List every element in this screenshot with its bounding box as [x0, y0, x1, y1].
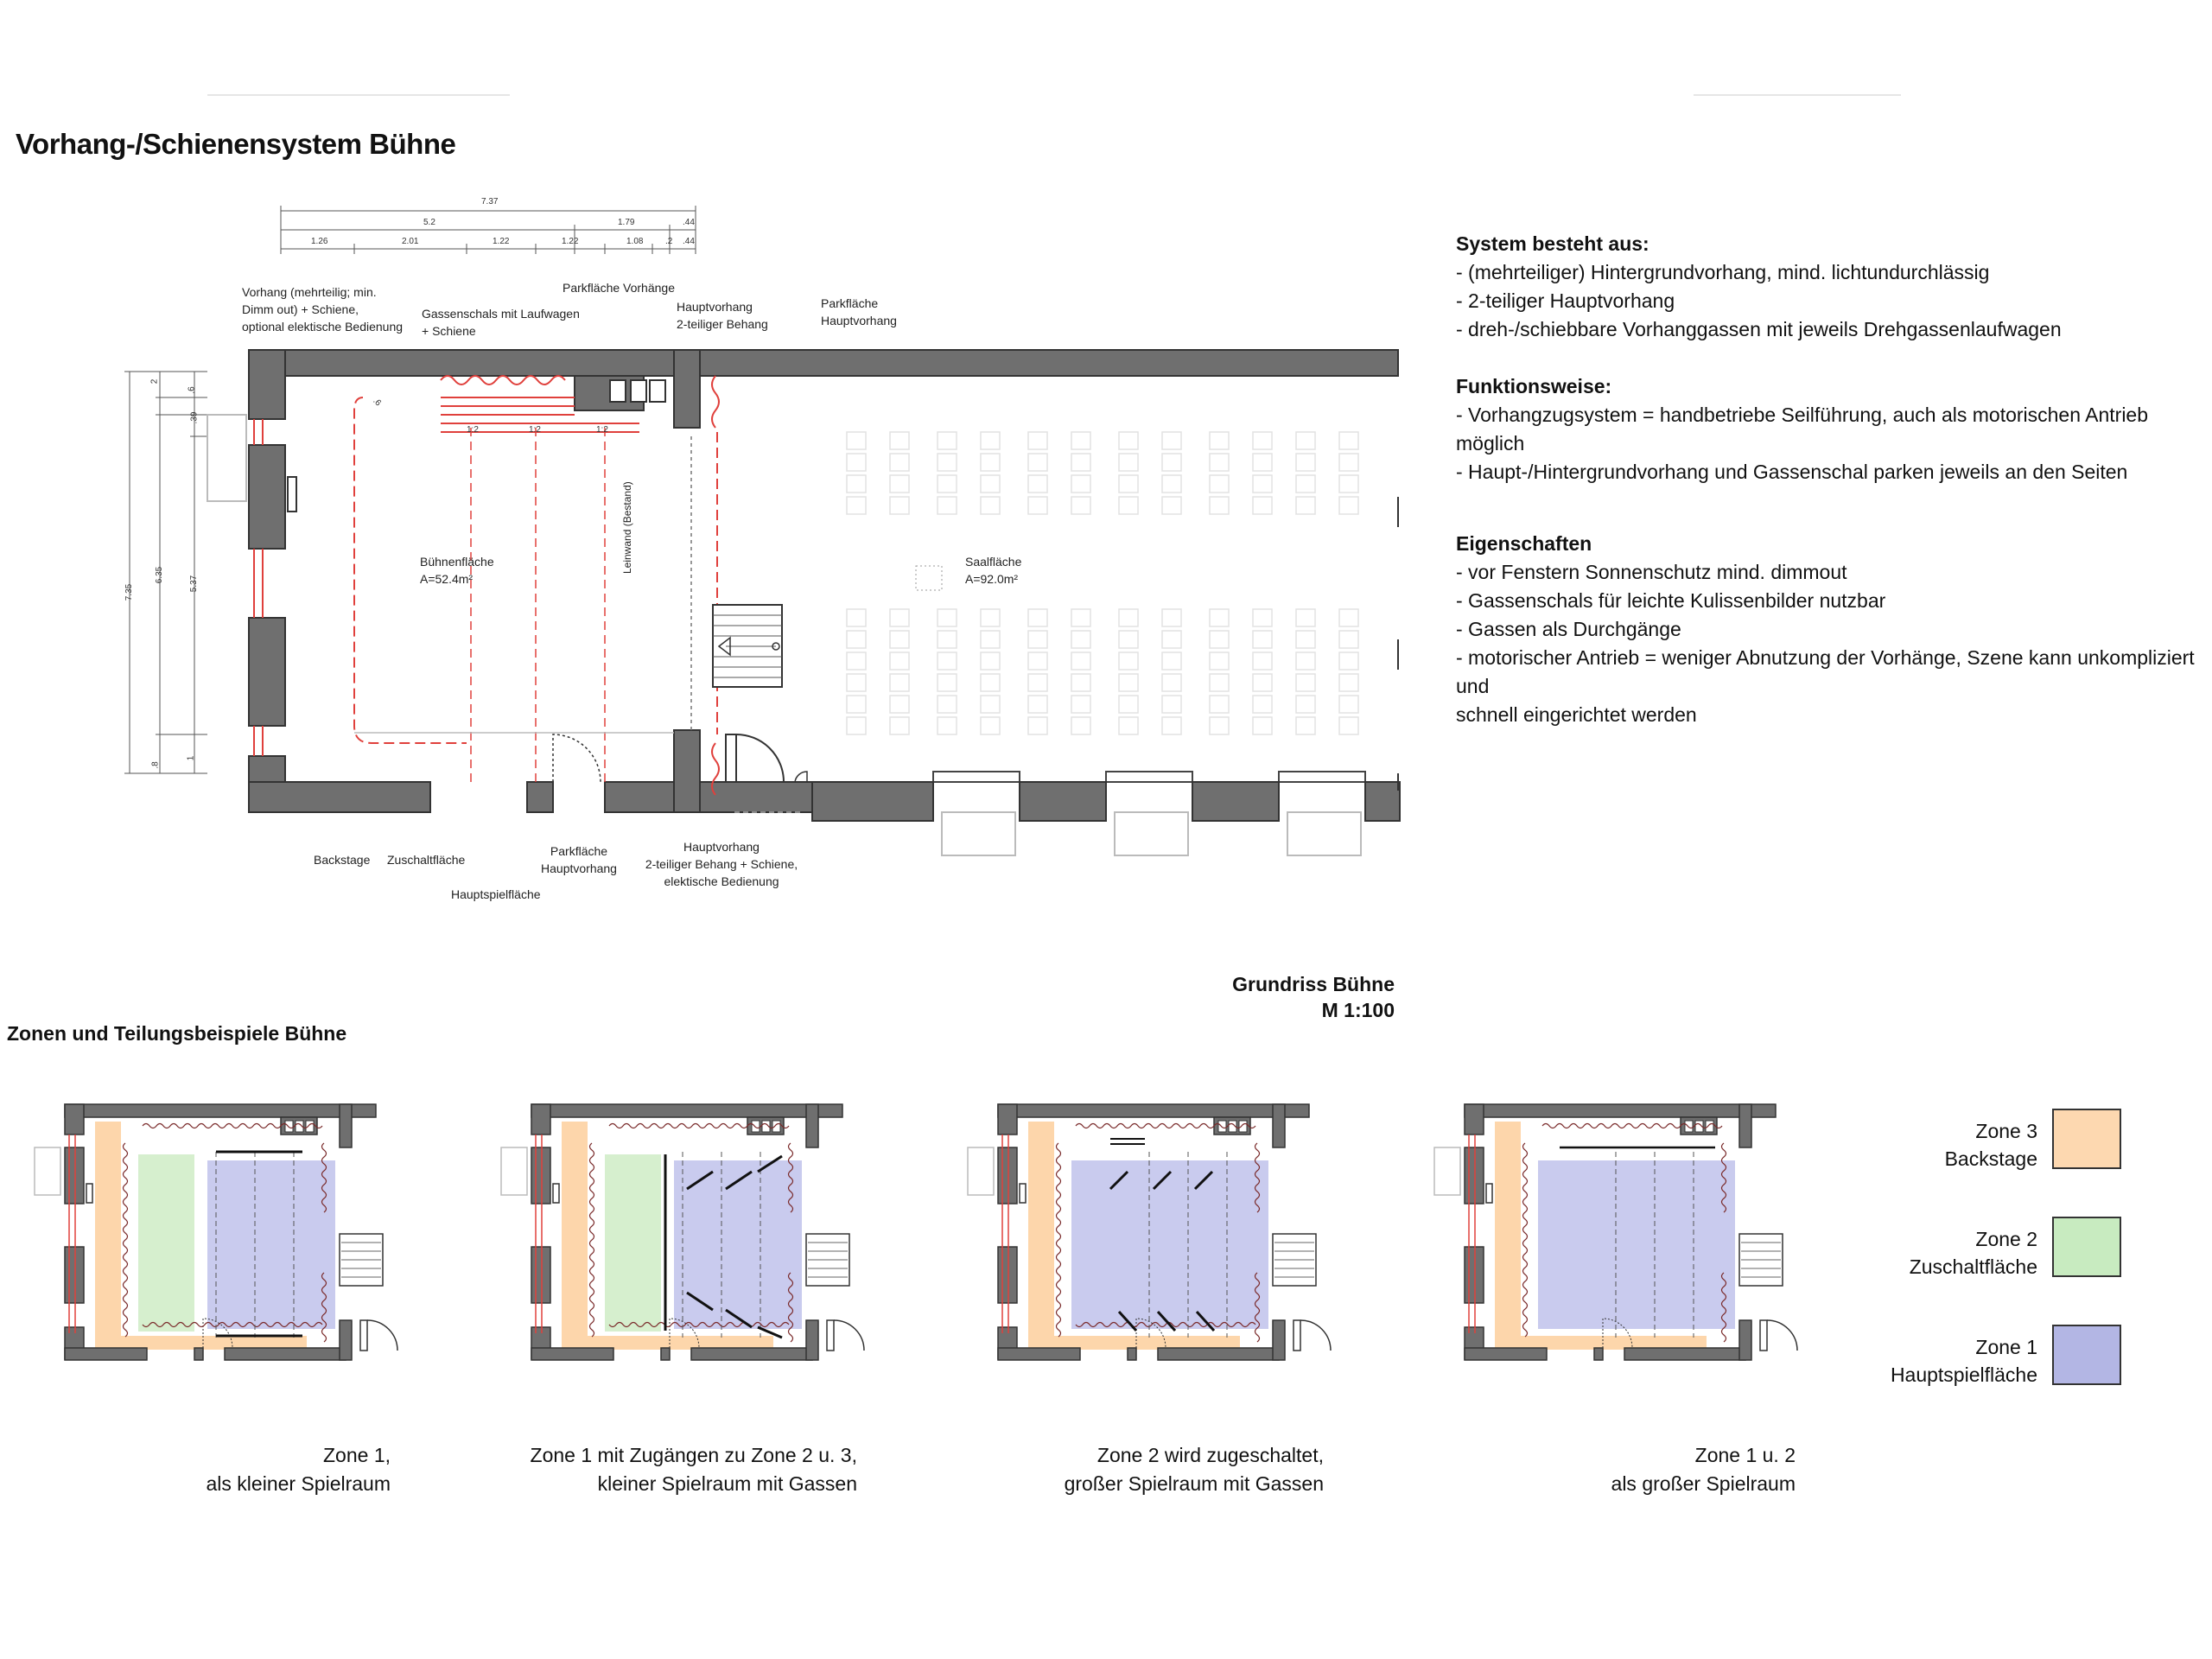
section-heading-funktion: Funktionsweise:: [1456, 375, 1612, 397]
label-parkflaeche-haupt-bottom: [536, 842, 622, 877]
seat: [1296, 674, 1315, 691]
caption-line: großer Spielraum mit Gassen: [1064, 1472, 1324, 1495]
seat: [847, 652, 866, 670]
seat: [981, 696, 1000, 713]
desc-line: - vor Fenstern Sonnenschutz mind. dimmout: [1456, 561, 1847, 583]
seat: [938, 696, 957, 713]
seat: [1119, 454, 1138, 471]
seat: [981, 432, 1000, 449]
seat: [1071, 631, 1090, 648]
seat: [1296, 432, 1315, 449]
seat: [981, 475, 1000, 493]
label-hauptvorhang-top: [677, 298, 768, 333]
seat: [890, 631, 909, 648]
label-line: Saalfläche: [965, 555, 1022, 569]
seat: [1339, 652, 1358, 670]
seat: [847, 497, 866, 514]
seat: [1296, 609, 1315, 626]
caption-line: Zone 1 u. 2: [1694, 1444, 1796, 1466]
seat: [1339, 696, 1358, 713]
seat: [1339, 497, 1358, 514]
seat: [847, 631, 866, 648]
seat: [1028, 475, 1047, 493]
seat: [938, 609, 957, 626]
dim-left-6: .8: [150, 761, 161, 769]
dim-r2-1: 1.79: [618, 218, 635, 227]
label-line: Vorhang (mehrteilig; min.: [242, 285, 377, 299]
caption-line: Zone 1,: [323, 1444, 391, 1466]
seat: [1028, 454, 1047, 471]
seat: [1210, 631, 1229, 648]
seat: [1210, 717, 1229, 734]
dim-r3-4: 1.08: [626, 237, 644, 246]
caption-line: Zone 2 wird zugeschaltet,: [1096, 1444, 1324, 1466]
floorplan-scale: M 1:100: [1321, 999, 1395, 1021]
label-saalflaeche: [965, 553, 1021, 588]
seat: [1028, 652, 1047, 670]
seat: [1119, 475, 1138, 493]
legend-name: Zone 3: [1975, 1120, 2037, 1142]
dim-r3-2: 1.22: [493, 237, 510, 246]
seat: [1296, 652, 1315, 670]
seat: [1253, 497, 1272, 514]
seat: [890, 497, 909, 514]
seat: [1253, 454, 1272, 471]
seat: [1339, 454, 1358, 471]
dim-r3-0: 1.26: [311, 237, 328, 246]
desc-line: - 2-teiliger Hauptvorhang: [1456, 289, 1675, 312]
seat: [890, 454, 909, 471]
label-line: A=92.0m²: [965, 572, 1019, 586]
seat: [1119, 432, 1138, 449]
seat: [938, 454, 957, 471]
zone-example-3: [963, 1096, 1326, 1372]
seat: [1119, 717, 1138, 734]
dim-r3-1: 2.01: [402, 237, 419, 246]
label-line: Bühnenfläche: [420, 555, 494, 569]
seat: [1210, 674, 1229, 691]
seat: [1028, 674, 1047, 691]
dim-left-3: 2: [149, 378, 160, 385]
dim-left-1: 6.35: [155, 566, 165, 584]
seat: [1028, 497, 1047, 514]
legend-name: Zone 2: [1975, 1228, 2037, 1250]
section-heading-system: System besteht aus:: [1456, 232, 1649, 255]
dim-r2-0: 5.2: [423, 218, 435, 227]
desc-line: - Gassen als Durchgänge: [1456, 618, 1681, 640]
example-caption-2: [425, 1441, 857, 1498]
seat: [1339, 717, 1358, 734]
seat: [938, 652, 957, 670]
dim-r3-6: .44: [683, 237, 695, 246]
seat: [1253, 432, 1272, 449]
seat: [1339, 631, 1358, 648]
seat: [1296, 717, 1315, 734]
label-line: Parkfläche: [550, 844, 608, 858]
seat: [890, 652, 909, 670]
zone-example-1: [30, 1096, 393, 1372]
seat: [1253, 674, 1272, 691]
dim-left-7: 1: [186, 755, 196, 761]
seat: [1119, 696, 1138, 713]
seat: [1119, 609, 1138, 626]
label-zuschaltflaeche: Zuschaltfläche: [387, 853, 466, 867]
example-caption-3: [892, 1441, 1324, 1498]
seat: [1296, 454, 1315, 471]
seat: [1028, 432, 1047, 449]
label-buehnenflaeche: [420, 553, 494, 588]
seat: [938, 475, 957, 493]
example-caption-4: [1363, 1441, 1796, 1498]
seat: [1071, 717, 1090, 734]
label-line: Gassenschals mit Laufwagen: [422, 307, 580, 321]
seat: [938, 432, 957, 449]
seat: [1028, 696, 1047, 713]
caption-line: als kleiner Spielraum: [206, 1472, 391, 1495]
seat: [1296, 696, 1315, 713]
seat: [1071, 609, 1090, 626]
desc-line: - (mehrteiliger) Hintergrundvorhang, mind. lichtundurchlässig: [1456, 261, 1990, 283]
seat: [1339, 475, 1358, 493]
seat: [1339, 432, 1358, 449]
label-line: 2-teiliger Behang: [677, 317, 768, 331]
seat: [847, 696, 866, 713]
seat: [1210, 497, 1229, 514]
seat: [1210, 696, 1229, 713]
seat: [938, 674, 957, 691]
label-line: Hauptvorhang: [821, 314, 897, 327]
seat: [1071, 475, 1090, 493]
seat: [1162, 497, 1181, 514]
desc-line: - dreh-/schiebbare Vorhanggassen mit jeweils Drehgassenlaufwagen: [1456, 318, 2062, 340]
seat: [847, 717, 866, 734]
dim-r3-3: 1.22: [562, 237, 579, 246]
floorplan-title: [1123, 971, 1395, 1023]
seat: [1296, 497, 1315, 514]
label-line: Hauptvorhang: [541, 861, 617, 875]
legend-swatch-zone-3: [2052, 1109, 2121, 1169]
label-line: Dimm out) + Schiene,: [242, 302, 359, 316]
seat: [1339, 609, 1358, 626]
label-vorhang: [242, 283, 403, 335]
label-hauptspielflaeche: Hauptspielfläche: [451, 887, 541, 901]
label-line: 2-teiliger Behang + Schiene,: [645, 857, 798, 871]
dim-rail-1: 1:2: [529, 425, 541, 435]
seat: [1253, 717, 1272, 734]
caption-line: kleiner Spielraum mit Gassen: [597, 1472, 857, 1495]
label-gassenschals: [422, 305, 580, 340]
seat: [1162, 674, 1181, 691]
legend-name: Zone 1: [1975, 1336, 2037, 1358]
seat: [1071, 674, 1090, 691]
legend-swatch-zone-2: [2052, 1217, 2121, 1277]
seat: [1296, 631, 1315, 648]
seat: [1253, 609, 1272, 626]
seat: [981, 497, 1000, 514]
dim-left-8: .6: [371, 396, 384, 409]
seat: [938, 717, 957, 734]
seat: [847, 454, 866, 471]
label-line: Parkfläche: [821, 296, 879, 310]
label-line: A=52.4m²: [420, 572, 474, 586]
seat: [981, 717, 1000, 734]
legend-swatch-zone-1: [2052, 1325, 2121, 1385]
desc-line: - Gassenschals für leichte Kulissenbilder nutzbar: [1456, 589, 1886, 612]
seat: [1028, 717, 1047, 734]
seat: [1071, 454, 1090, 471]
dim-left-0: 7.35: [124, 583, 135, 601]
seat: [890, 717, 909, 734]
floorplan-title-line: Grundriss Bühne: [1232, 973, 1395, 995]
seat: [1296, 475, 1315, 493]
dim-left-2: 5.37: [189, 575, 200, 593]
seat: [1071, 497, 1090, 514]
desc-line: - Haupt-/Hintergrundvorhang und Gassenschal parken jeweils an den Seiten: [1456, 461, 2128, 483]
seat: [1339, 674, 1358, 691]
seat: [1210, 454, 1229, 471]
seat: [1210, 475, 1229, 493]
seat: [1162, 696, 1181, 713]
label-line: elektische Bedienung: [664, 874, 779, 888]
seat: [981, 652, 1000, 670]
label-hauptvorhang-bottom: [626, 838, 817, 890]
seat: [1210, 652, 1229, 670]
seat: [1162, 652, 1181, 670]
legend-zone-1-label: [1778, 1333, 2037, 1389]
seat: [1071, 432, 1090, 449]
seat: [890, 674, 909, 691]
dim-r3-5: .2: [665, 237, 673, 246]
seat: [1028, 631, 1047, 648]
seat: [1162, 609, 1181, 626]
zone-example-2: [497, 1096, 860, 1372]
seat: [938, 631, 957, 648]
seat: [1071, 652, 1090, 670]
label-parkflaeche-vorhaenge: Parkfläche Vorhänge: [563, 281, 675, 295]
seat: [1253, 652, 1272, 670]
seat: [1162, 717, 1181, 734]
example-caption-1: [0, 1441, 391, 1498]
legend-desc: Backstage: [1944, 1147, 2037, 1170]
dim-rail-2: 1:2: [596, 425, 608, 435]
dim-total: 7.37: [481, 197, 499, 207]
desc-line: - motorischer Antrieb = weniger Abnutzung der Vorhänge, Szene kann unkompliziert und: [1456, 646, 2195, 697]
seat: [847, 475, 866, 493]
legend-desc: Hauptspielfläche: [1890, 1363, 2037, 1386]
seat: [1119, 652, 1138, 670]
seat: [1253, 475, 1272, 493]
seat: [1119, 631, 1138, 648]
dim-left-4: .6: [187, 386, 197, 394]
label-leinwand: Leinwand (Bestand): [621, 481, 633, 574]
legend-zone-2-label: [1778, 1225, 2037, 1281]
seat: [938, 497, 957, 514]
dim-r2-2: .44: [683, 218, 695, 227]
caption-line: Zone 1 mit Zugängen zu Zone 2 u. 3,: [530, 1444, 857, 1466]
seat: [1162, 475, 1181, 493]
seat: [1210, 432, 1229, 449]
page-title: Vorhang-/Schienensystem Bühne: [16, 128, 456, 160]
label-line: + Schiene: [422, 324, 476, 338]
dim-left-5: .39: [189, 411, 200, 424]
seat: [1119, 497, 1138, 514]
seat: [890, 609, 909, 626]
seat: [890, 432, 909, 449]
label-line: Hauptvorhang: [683, 840, 760, 854]
label-line: optional elektische Bedienung: [242, 320, 404, 334]
seat: [1253, 696, 1272, 713]
zones-title: Zonen und Teilungsbeispiele Bühne: [7, 1022, 347, 1045]
seat: [981, 631, 1000, 648]
legend-zone-3-label: [1778, 1117, 2037, 1173]
seat: [1162, 454, 1181, 471]
seat: [981, 454, 1000, 471]
seat: [847, 609, 866, 626]
label-parkflaeche-haupt-top: [821, 295, 897, 329]
seat: [890, 696, 909, 713]
label-backstage: Backstage: [314, 853, 371, 867]
seat: [981, 609, 1000, 626]
desc-line: - Vorhangzugsystem = handbetriebe Seilführung, auch als motorischen Antrieb möglich: [1456, 404, 2149, 454]
dim-rail-0: 1:2: [467, 425, 479, 435]
seat: [1162, 631, 1181, 648]
section-heading-eigenschaften: Eigenschaften: [1456, 532, 1592, 555]
zone-example-4: [1430, 1096, 1793, 1372]
seat: [1210, 609, 1229, 626]
seat: [1028, 609, 1047, 626]
seat: [847, 674, 866, 691]
seat: [1071, 696, 1090, 713]
legend-desc: Zuschaltfläche: [1909, 1255, 2037, 1278]
seat: [981, 674, 1000, 691]
desc-line: schnell eingerichtet werden: [1456, 703, 1697, 726]
seat: [1119, 674, 1138, 691]
seat: [890, 475, 909, 493]
caption-line: als großer Spielraum: [1611, 1472, 1796, 1495]
seat: [847, 432, 866, 449]
label-line: Hauptvorhang: [677, 300, 753, 314]
seat: [1253, 631, 1272, 648]
seat: [1162, 432, 1181, 449]
